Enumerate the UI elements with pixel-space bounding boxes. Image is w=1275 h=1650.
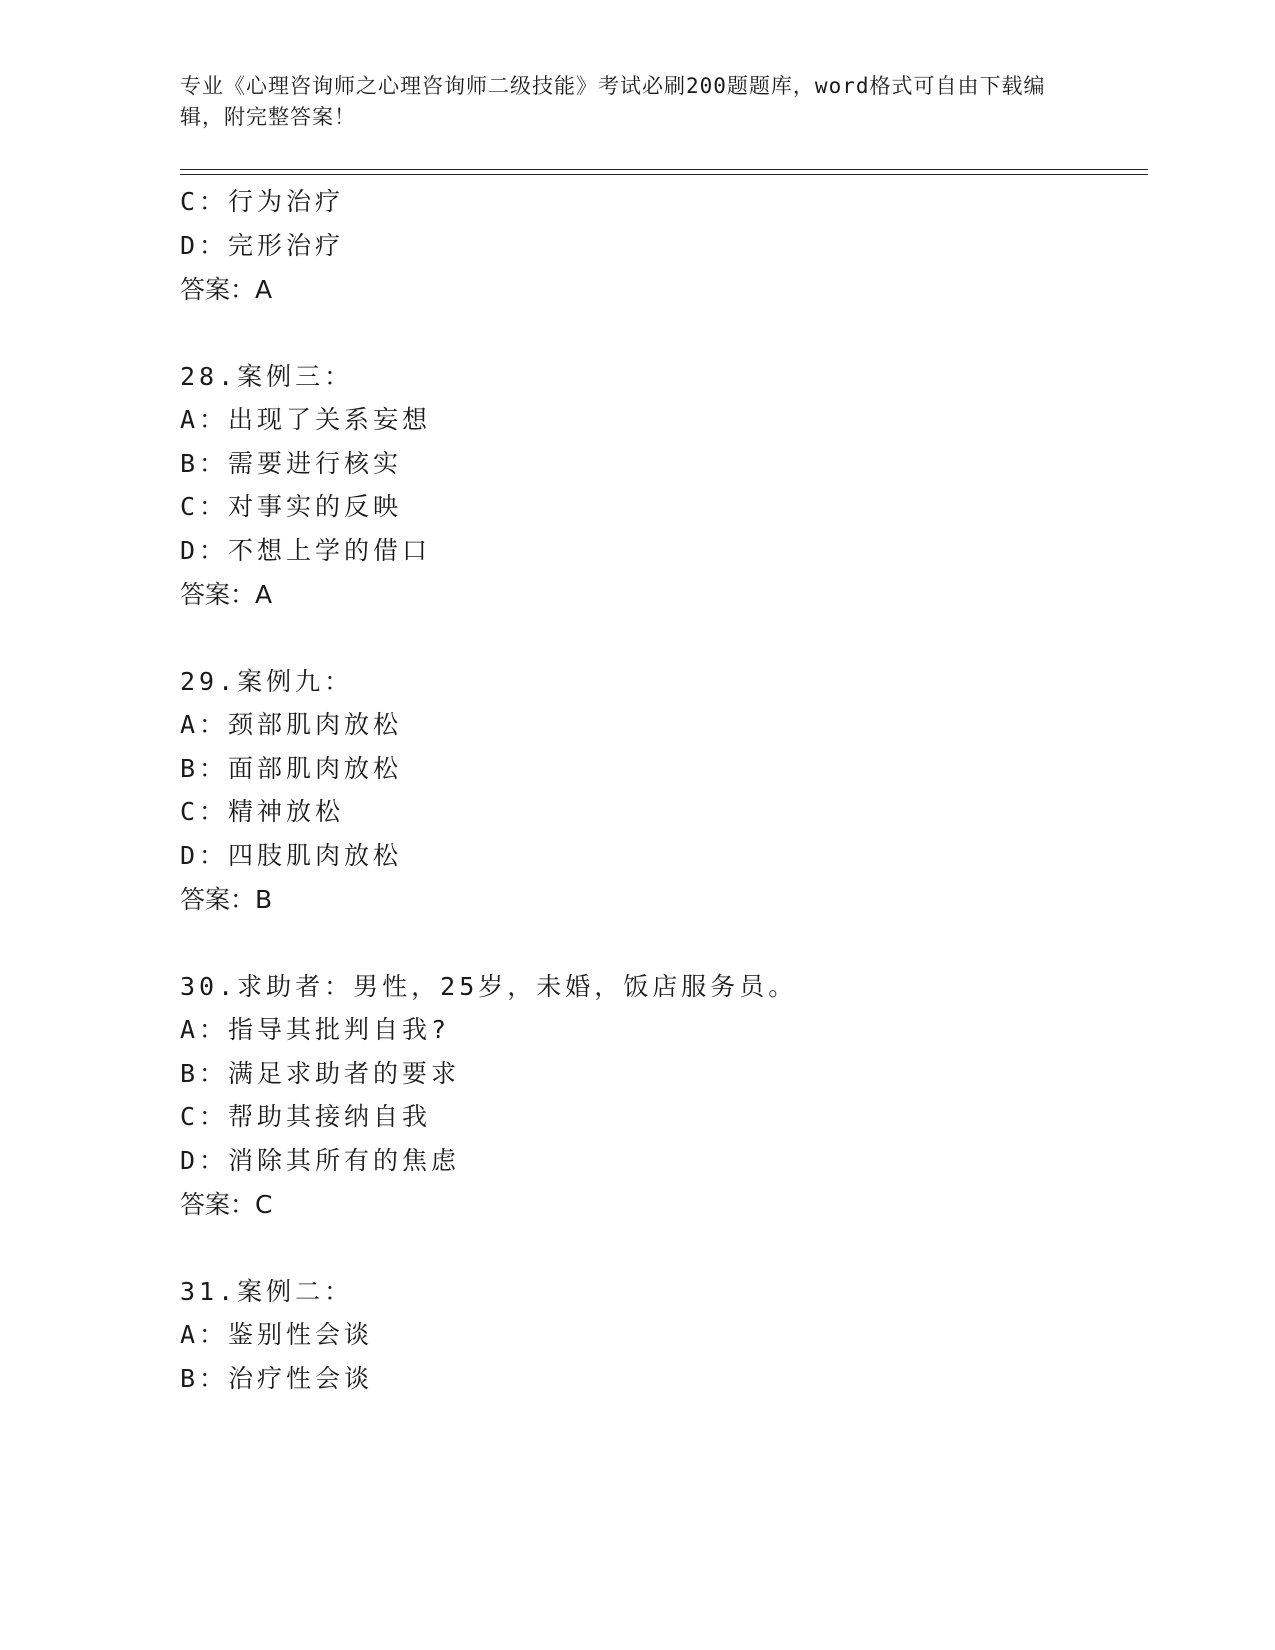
q28-option-a: A：出现了关系妄想 — [180, 405, 432, 434]
q29-option-d: D：四肢肌肉放松 — [180, 841, 403, 870]
q31-option-a: A：鉴别性会谈 — [180, 1320, 374, 1349]
prev-option-d: D：完形治疗 — [180, 231, 345, 260]
q29-stem: 29.案例九： — [180, 667, 354, 696]
q28-option-d: D：不想上学的借口 — [180, 536, 432, 565]
q29-answer: 答案：B — [180, 885, 273, 914]
q31-stem: 31.案例二： — [180, 1277, 354, 1306]
prev-answer: 答案：A — [180, 275, 273, 304]
q28-option-c: C：对事实的反映 — [180, 492, 403, 521]
q30-option-a: A：指导其批判自我? — [180, 1015, 451, 1044]
q28-stem: 28.案例三： — [180, 362, 354, 391]
q29-option-a: A：颈部肌肉放松 — [180, 710, 403, 739]
q29-option-b: B：面部肌肉放松 — [180, 754, 403, 783]
q30-stem: 30.求助者：男性，25岁，未婚，饭店服务员。 — [180, 972, 798, 1001]
q28-option-b: B：需要进行核实 — [180, 449, 403, 478]
q30-option-d: D：消除其所有的焦虑 — [180, 1146, 461, 1175]
q30-option-c: C：帮助其接纳自我 — [180, 1102, 432, 1131]
header-rule-lower — [180, 174, 1148, 175]
document-header: 专业《心理咨询师之心理咨询师二级技能》考试必刷200题题库，word格式可自由下载编辑，附完整答案！ — [180, 74, 1046, 129]
header-rule-upper — [180, 169, 1148, 170]
q30-option-b: B：满足求助者的要求 — [180, 1059, 461, 1088]
q31-option-b: B：治疗性会谈 — [180, 1364, 374, 1393]
q29-option-c: C：精神放松 — [180, 797, 345, 826]
q28-answer: 答案：A — [180, 580, 273, 609]
q30-answer: 答案：C — [180, 1190, 273, 1219]
prev-option-c: C：行为治疗 — [180, 187, 345, 216]
